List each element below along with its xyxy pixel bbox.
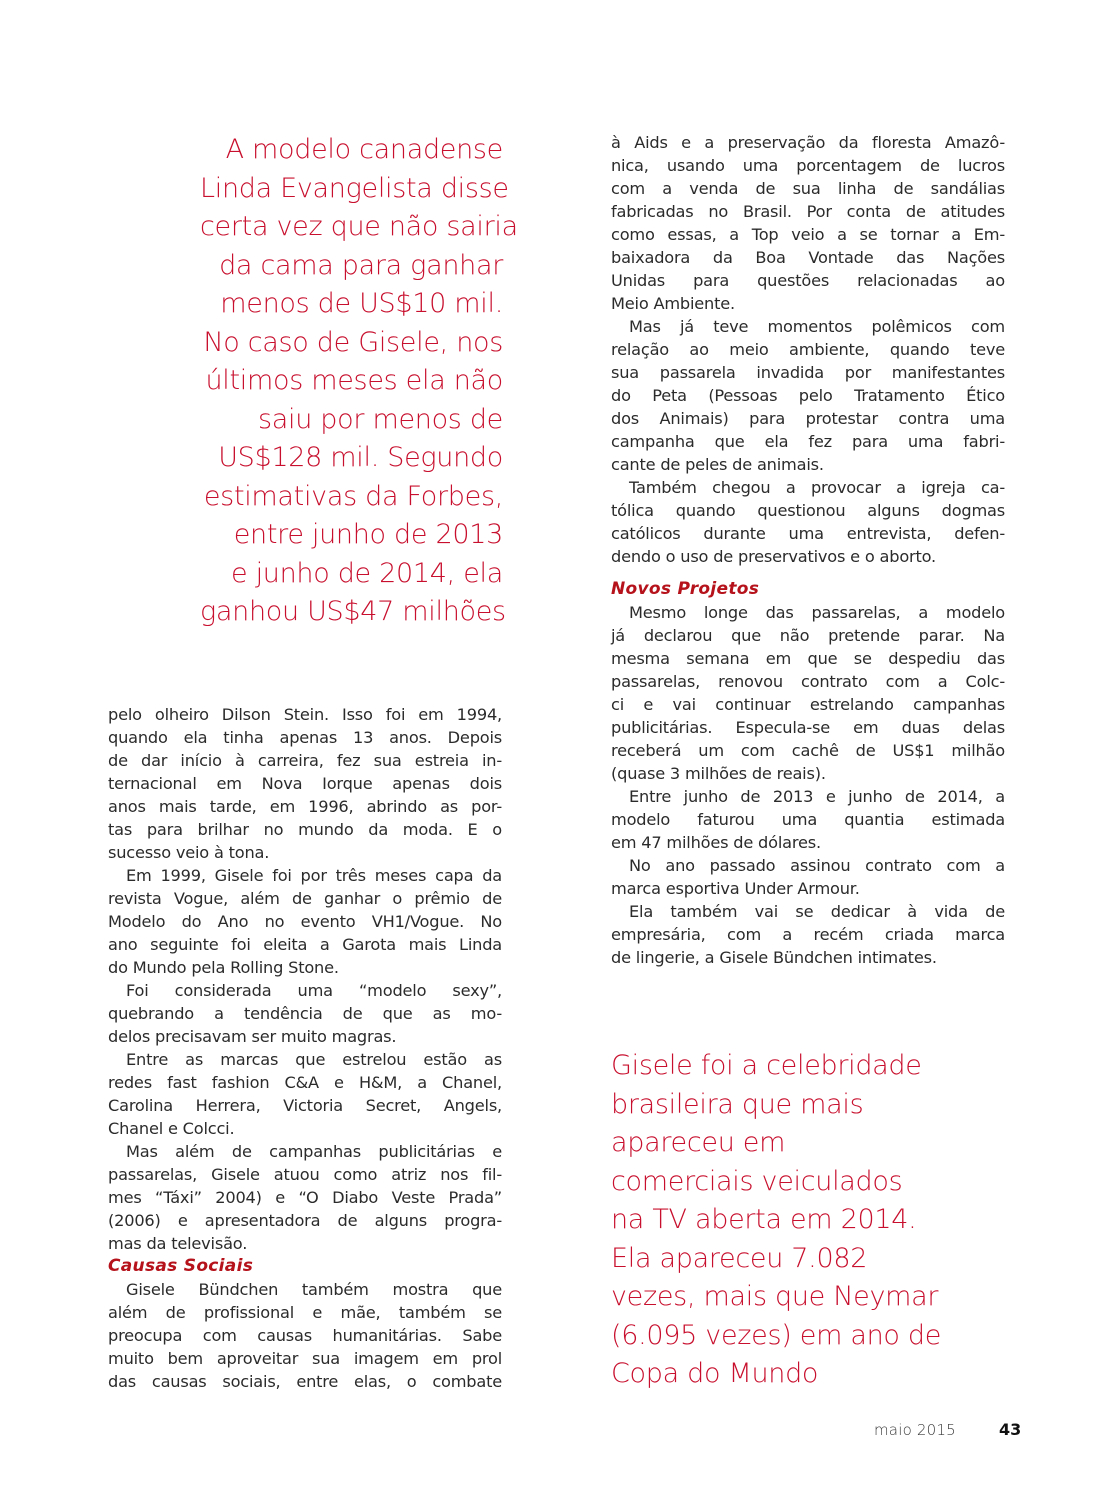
paragraph	[611, 785, 1005, 854]
text-line: católicos durante uma entrevista, defen-	[611, 524, 1005, 543]
pull-quote-line: Ela apareceu 7.082	[611, 1242, 868, 1274]
text-line: (quase 3 milhões de reais).	[611, 764, 826, 783]
pull-quote-line: certa vez que não sairia	[200, 211, 518, 242]
text-line: à Aids e a preservação da floresta Amazô-	[611, 133, 1005, 152]
right-text-column	[611, 131, 1005, 969]
paragraph-group	[611, 601, 1005, 969]
pull-quote-line: (6.095 vezes) em ano de	[611, 1319, 942, 1351]
paragraph	[611, 315, 1005, 476]
pull-quote-line: na TV aberta em 2014.	[611, 1204, 917, 1235]
pull-quote-line: US$128 mil. Segundo	[218, 442, 503, 473]
text-line: de dar início à carreira, fez sua estreia in-	[108, 751, 502, 770]
section-heading-novos-projetos: Novos Projetos	[611, 579, 760, 599]
text-line: do Peta (Pessoas pelo Tratamento Ético	[611, 386, 1005, 405]
text-line: dendo o uso de preservativos e o aborto.	[611, 547, 936, 566]
text-line: Em 1999, Gisele foi por três meses capa da	[126, 866, 502, 885]
text-line: sua passarela invadida por manifestantes	[611, 363, 1005, 382]
text-line: além de profissional e mãe, também se	[108, 1303, 502, 1322]
text-line: revista Vogue, além de ganhar o prêmio de	[108, 889, 502, 908]
paragraph	[108, 864, 502, 979]
pull-quote-line: ganhou US$47 milhões	[200, 596, 506, 627]
text-line: No ano passado assinou contrato com a	[629, 856, 1005, 875]
text-line: Mas além de campanhas publicitárias e	[126, 1142, 502, 1161]
paragraph	[108, 703, 502, 864]
text-line: pelo olheiro Dilson Stein. Isso foi em 1994,	[108, 705, 502, 724]
text-line: Carolina Herrera, Victoria Secret, Angels,	[108, 1096, 502, 1115]
text-line: delos precisavam ser muito magras.	[108, 1027, 397, 1046]
text-line: sucesso veio à tona.	[108, 843, 270, 862]
text-line: Gisele Bündchen também mostra que	[126, 1280, 502, 1299]
text-line: publicitárias. Especula-se em duas delas	[611, 718, 1005, 737]
pull-quote-line: apareceu em	[611, 1127, 786, 1158]
paragraph	[611, 900, 1005, 969]
pull-quote-line: e junho de 2014, ela	[230, 557, 503, 589]
section-paragraph	[108, 1278, 502, 1393]
text-line: tas para brilhar no mundo da moda. E o	[108, 820, 502, 839]
text-line: campanha que ela fez para uma fabri-	[611, 432, 1005, 451]
pull-quote-line: A modelo canadense	[225, 134, 503, 165]
text-line: ternacional em Nova Iorque apenas dois	[108, 774, 502, 793]
text-line: já declarou que não pretende parar. Na	[611, 626, 1005, 645]
text-line: ano seguinte foi eleita a Garota mais Linda	[108, 935, 502, 954]
page-number: 43	[999, 1420, 1022, 1439]
text-line: muito bem aproveitar sua imagem em prol	[108, 1349, 502, 1368]
text-line: dos Animais) para protestar contra uma	[611, 409, 1005, 428]
paragraph	[611, 601, 1005, 785]
text-line: Mesmo longe das passarelas, a modelo	[629, 603, 1005, 622]
paragraph	[108, 1048, 502, 1140]
text-line: redes fast fashion C&A e H&M, a Chanel,	[108, 1073, 502, 1092]
text-line: quebrando a tendência de que as mo-	[108, 1004, 502, 1023]
pull-quote-line: No caso de Gisele, nos	[203, 326, 503, 358]
pull-quote-bottom	[611, 1047, 941, 1394]
pull-quote-line: Copa do Mundo	[611, 1358, 819, 1389]
text-line: baixadora da Boa Vontade das Nações	[611, 248, 1005, 267]
text-line: como essas, a Top veio a se tornar a Em-	[611, 225, 1005, 244]
text-line: quando ela tinha apenas 13 anos. Depois	[108, 728, 502, 747]
pull-quote-line: saiu por menos de	[258, 403, 503, 435]
paragraph	[611, 854, 1005, 900]
text-line: (2006) e apresentadora de alguns progra-	[108, 1211, 502, 1230]
text-line: passarelas, Gisele atuou como atriz nos fil-	[108, 1165, 502, 1184]
text-line: mesma semana em que se despediu das	[611, 649, 1005, 668]
pull-quote-line: últimos meses ela não	[205, 365, 503, 396]
footer-issue-date: maio 2015	[874, 1421, 956, 1439]
text-line: fabricadas no Brasil. Por conta de atitudes	[611, 202, 1005, 221]
text-line: em 47 milhões de dólares.	[611, 833, 821, 852]
text-line: receberá um com cachê de US$1 milhão	[611, 741, 1005, 760]
pull-quote-line: da cama para ganhar	[219, 249, 503, 281]
section-heading-causas-sociais: Causas Sociais	[108, 1256, 254, 1276]
pull-quote-line: brasileira que mais	[611, 1088, 864, 1120]
pull-quote-top	[200, 131, 518, 632]
text-line: Chanel e Colcci.	[108, 1119, 235, 1138]
paragraph-group	[108, 703, 502, 1255]
paragraph-group	[611, 131, 1005, 568]
pull-quote-line: Linda Evangelista disse	[200, 172, 509, 204]
text-line: Entre as marcas que estrelou estão as	[126, 1050, 502, 1069]
text-line: de lingerie, a Gisele Bündchen intimates.	[611, 948, 937, 967]
pull-quote-line: vezes, mais que Neymar	[611, 1281, 939, 1312]
text-line: do Mundo pela Rolling Stone.	[108, 958, 339, 977]
text-line: Entre junho de 2013 e junho de 2014, a	[629, 787, 1005, 806]
text-line: Meio Ambiente.	[611, 294, 735, 313]
paragraph	[108, 1140, 502, 1255]
paragraph	[108, 979, 502, 1048]
text-line: Ela também vai se dedicar à vida de	[629, 902, 1005, 921]
text-line: ci e vai continuar estrelando campanhas	[611, 695, 1005, 714]
pull-quote-line: estimativas da Forbes,	[203, 480, 503, 512]
pull-quote-line: menos de US$10 mil.	[220, 288, 503, 319]
text-line: das causas sociais, entre elas, o combate	[108, 1372, 502, 1391]
text-line: Também chegou a provocar a igreja ca-	[629, 478, 1005, 497]
pull-quote-line: comerciais veiculados	[611, 1165, 903, 1197]
text-line: cante de peles de animais.	[611, 455, 824, 474]
text-line: Unidas para questões relacionadas ao	[611, 271, 1005, 290]
paragraph	[611, 476, 1005, 568]
text-line: modelo faturou uma quantia estimada	[611, 810, 1005, 829]
pull-quote-line: Gisele foi a celebridade	[611, 1050, 922, 1081]
text-line: preocupa com causas humanitárias. Sabe	[108, 1326, 502, 1345]
spacer	[611, 568, 1005, 578]
text-line: Mas já teve momentos polêmicos com	[629, 317, 1005, 336]
text-line: tólica quando questionou alguns dogmas	[611, 501, 1005, 520]
text-line: mes “Táxi” 2004) e “O Diabo Veste Prada”	[108, 1188, 502, 1207]
paragraph	[108, 1278, 502, 1393]
text-line: mas da televisão.	[108, 1234, 248, 1253]
text-line: Modelo do Ano no evento VH1/Vogue. No	[108, 912, 502, 931]
text-line: anos mais tarde, em 1996, abrindo as por-	[108, 797, 502, 816]
text-line: relação ao meio ambiente, quando teve	[611, 340, 1005, 359]
text-line: passarelas, renovou contrato com a Colc-	[611, 672, 1005, 691]
pull-quote-line: entre junho de 2013	[233, 519, 503, 550]
left-text-column	[108, 703, 502, 1393]
text-line: marca esportiva Under Armour.	[611, 879, 860, 898]
text-line: com a venda de sua linha de sandálias	[611, 179, 1005, 198]
text-line: Foi considerada uma “modelo sexy”,	[126, 981, 502, 1000]
text-line: nica, usando uma porcentagem de lucros	[611, 156, 1005, 175]
text-line: empresária, com a recém criada marca	[611, 925, 1005, 944]
paragraph	[611, 131, 1005, 315]
